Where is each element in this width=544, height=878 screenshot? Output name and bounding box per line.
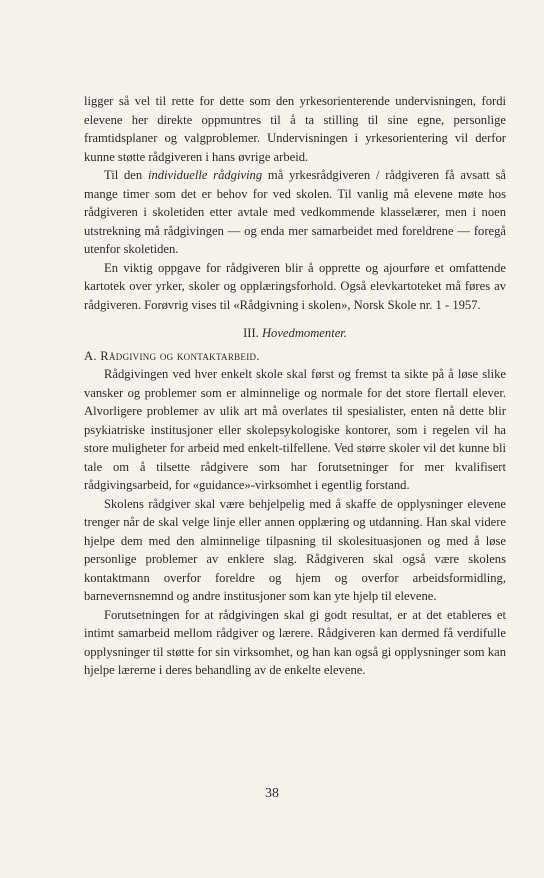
paragraph-guidance-scope: Rådgivingen ved hver enkelt skole skal først og fremst ta sikte på å løse slike vansker og problemer som er alminnelige og normale for det store flertall elever. Alvorligere problemer av ulik art må overlates til spesialister, enten nå dette blir psykiatriske institusjoner eller skolepsykologiske kontorer, som i regelen vil ha store muligheter for arbeid med enkelt-tilfellene. Ved større skoler vil det kunne bli tale om å tilsette rådgivere som har forutsetninger for mer kvalifisert rådgivingsarbeid, for «guidance»-virksomhet i egentlig forstand. <box>84 367 506 492</box>
body-text <box>84 92 506 680</box>
paragraph-individual-guidance <box>84 166 506 259</box>
section-title: Hovedmomenter. <box>261 326 347 340</box>
paragraph-cooperation: Forutsetningen for at rådgivingen skal gi godt resultat, er at det etableres et intimt samarbeid mellom rådgiver og lærere. Rådgiveren kan dermed få verdifulle opplysninger til støtte for sin virksomhet, og han kan også gi opplysninger som kan hjelpe lærerne i deres behandling av de enkelte elevene. <box>84 607 506 677</box>
paragraph-text: Til den <box>104 168 148 182</box>
page-number: 38 <box>265 786 279 801</box>
section-number: III. <box>243 326 262 340</box>
section-heading <box>84 324 506 343</box>
subsection-heading: A. Rådgiving og kontaktarbeid. <box>84 348 260 363</box>
emphasis-term: individuelle rådgiving <box>147 168 263 182</box>
paragraph-card-index: En viktig oppgave for rådgiveren blir å opprette og ajourføre et omfattende kartotek over yrker, skoler og opplæringsforhold. Også elevkartoteket må føres av rådgiveren. Forøvrig vises til «Rådgivning i skolen», Norsk Skole nr. 1 - 1957. <box>84 260 506 312</box>
paragraph-counselor-role: Skolens rådgiver skal være behjelpelig med å skaffe de opplysninger elevene trenger når de skal velge linje eller annen opplæring og utdanning. Han skal videre hjelpe dem med den alminnelige tilpasning til skolesituasjonen og med å løse personlige problemer av enklere slag. Rådgiveren skal også være skolens kontaktmann overfor foreldre og hjem og overfor arbeidsformidling, barnevernsnemnd og andre institusjoner som kan yte hjelp til elevene. <box>84 496 506 603</box>
paragraph-text: må yrkesrådgiveren / rådgiveren få avsatt så mange timer som det er behov for ved skolen. Til vanlig må elevene møte hos rådgiveren i skoletiden etter avtale med vedkommende klasselærer, men i noen utstrekning må rådgivingen — og enda mer samarbeidet med foreldrene — foregå utenfor skoletiden. <box>84 168 506 256</box>
paragraph-continuation: ligger så vel til rette for dette som den yrkesorienterende undervisningen, fordi elevene her direkte oppmuntres til å ta stilling til sine egne, personlige framtidsplaner og valgproblemer. Undervisningen i yrkesorientering vil derfor kunne støtte rådgiveren i hans øvrige arbeid. <box>84 94 506 164</box>
